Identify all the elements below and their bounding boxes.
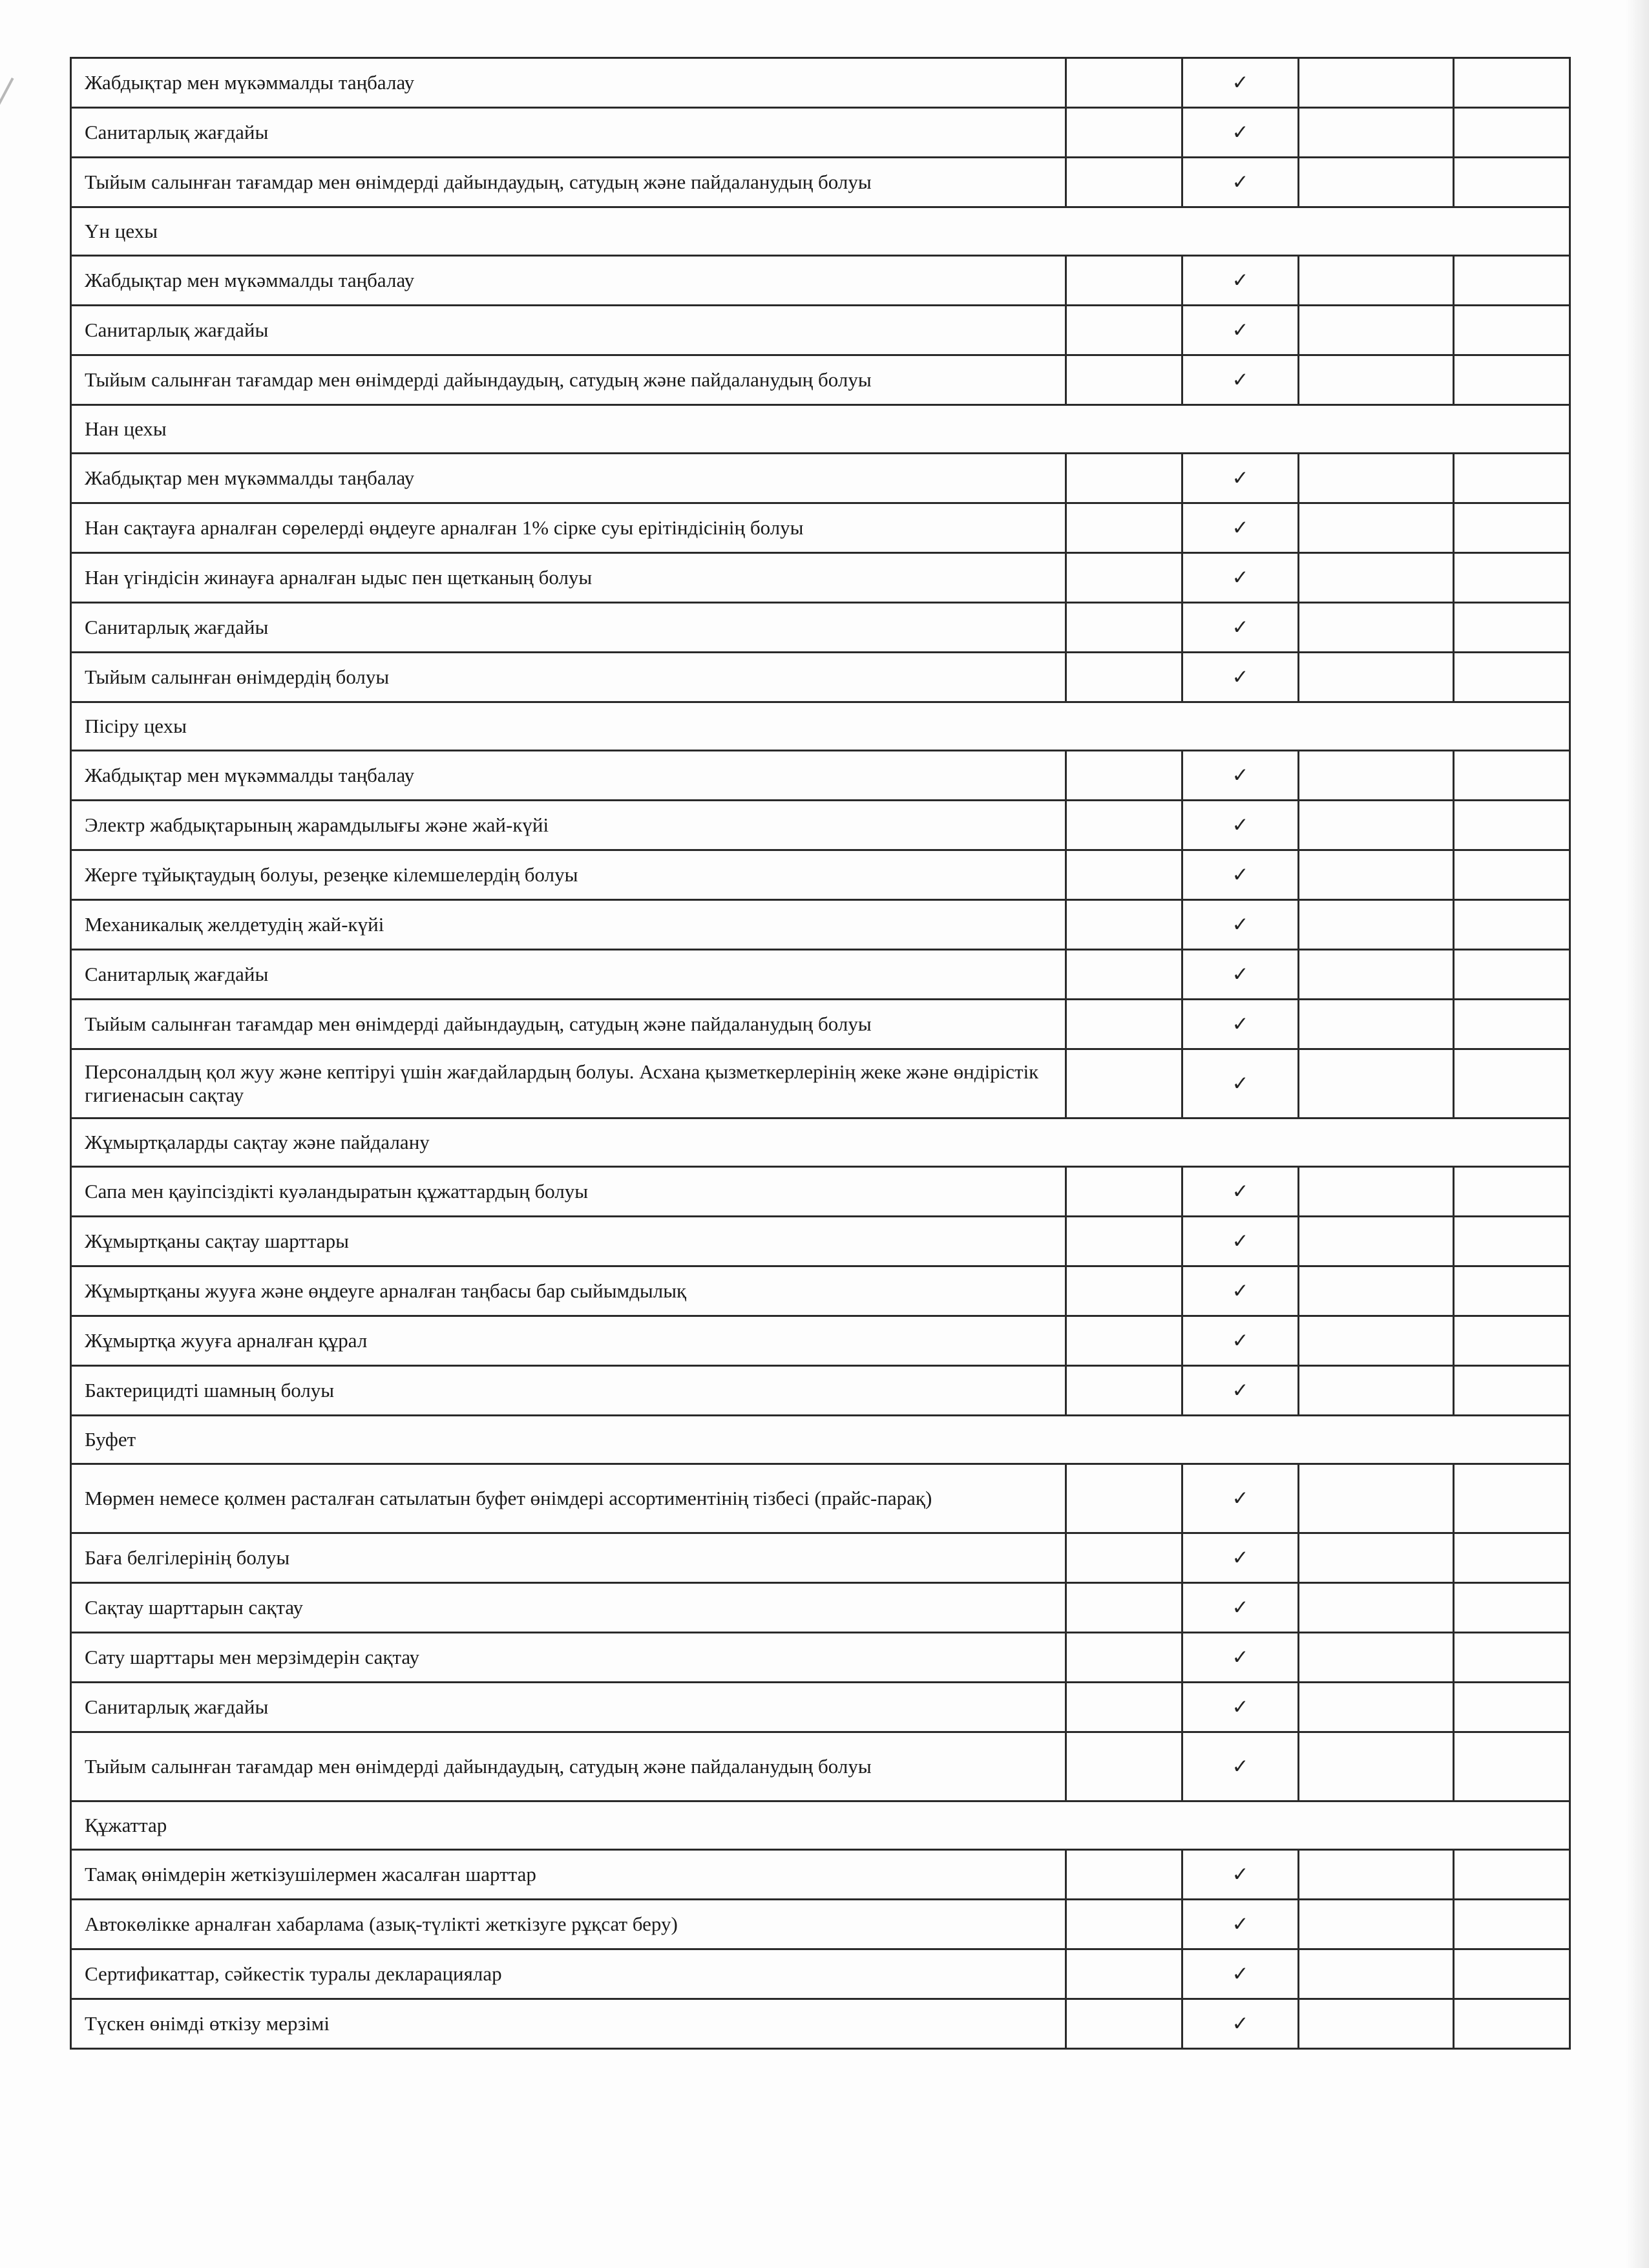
scan-edge-shadow	[1626, 0, 1649, 2268]
checkmark-icon: ✓	[1232, 666, 1249, 689]
column-cell-empty	[1066, 1049, 1182, 1118]
checkmark-cell	[1182, 1217, 1299, 1266]
checklist-item-row	[71, 1000, 1570, 1049]
checklist-item-row	[71, 850, 1570, 900]
checklist-item-row	[71, 653, 1570, 702]
requirement-text: Нан сақтауға арналған сөрелерді өңдеуге арналған 1% сірке суы ерітіндісінің болуы	[71, 503, 1066, 553]
requirement-text: Механикалық желдетудің жай-күйі	[71, 900, 1066, 950]
requirement-text: Жабдықтар мен мүкәммалды таңбалау	[71, 454, 1066, 503]
column-cell-empty	[1066, 108, 1182, 158]
column-cell-empty	[1299, 653, 1454, 702]
column-cell-empty	[1299, 1217, 1454, 1266]
column-cell-empty	[1454, 801, 1570, 850]
checklist-item-row	[71, 454, 1570, 503]
column-cell-empty	[1066, 1366, 1182, 1416]
checkmark-icon: ✓	[1232, 1230, 1249, 1253]
checkmark-icon: ✓	[1232, 616, 1249, 639]
checklist-item-row	[71, 1900, 1570, 1949]
checkmark-icon: ✓	[1232, 1863, 1249, 1886]
checklist-item-row	[71, 306, 1570, 355]
checklist-item-row	[71, 751, 1570, 801]
column-cell-empty	[1299, 58, 1454, 108]
section-header-row	[71, 1118, 1570, 1167]
checklist-body	[71, 58, 1570, 2049]
checkmark-icon: ✓	[1232, 1013, 1249, 1036]
column-cell-empty	[1066, 801, 1182, 850]
checkmark-icon: ✓	[1232, 467, 1249, 490]
column-cell-empty	[1454, 1850, 1570, 1900]
column-cell-empty	[1066, 1167, 1182, 1217]
column-cell-empty	[1299, 553, 1454, 603]
column-cell-empty	[1454, 653, 1570, 702]
checkmark-cell	[1182, 1464, 1299, 1533]
column-cell-empty	[1299, 1464, 1454, 1533]
checklist-item-row	[71, 1167, 1570, 1217]
checkmark-icon: ✓	[1232, 269, 1249, 292]
checklist-item-row	[71, 1732, 1570, 1801]
column-cell-empty	[1066, 900, 1182, 950]
checkmark-cell	[1182, 751, 1299, 801]
inspection-checklist-table	[70, 57, 1571, 2050]
column-cell-empty	[1454, 1732, 1570, 1801]
checkmark-icon: ✓	[1232, 319, 1249, 342]
checkmark-cell	[1182, 603, 1299, 653]
checkmark-icon: ✓	[1232, 1379, 1249, 1402]
column-cell-empty	[1299, 850, 1454, 900]
checklist-item-row	[71, 801, 1570, 850]
column-cell-empty	[1299, 603, 1454, 653]
column-cell-empty	[1299, 1316, 1454, 1366]
checkmark-cell	[1182, 950, 1299, 1000]
column-cell-empty	[1299, 1000, 1454, 1049]
section-title: Жұмыртқаларды сақтау және пайдалану	[71, 1118, 1570, 1167]
checkmark-cell	[1182, 1049, 1299, 1118]
checkmark-icon: ✓	[1232, 1596, 1249, 1619]
column-cell-empty	[1454, 1000, 1570, 1049]
checkmark-icon: ✓	[1232, 1180, 1249, 1203]
checkmark-cell	[1182, 653, 1299, 702]
requirement-text: Сапа мен қауіпсіздікті куәландыратын құжаттардың болуы	[71, 1167, 1066, 1217]
checkmark-cell	[1182, 1167, 1299, 1217]
column-cell-empty	[1066, 1850, 1182, 1900]
column-cell-empty	[1454, 1999, 1570, 2049]
requirement-text: Жұмыртқаны сақтау шарттары	[71, 1217, 1066, 1266]
checkmark-cell	[1182, 454, 1299, 503]
requirement-text: Сертификаттар, сәйкестік туралы декларациялар	[71, 1949, 1066, 1999]
column-cell-empty	[1454, 1217, 1570, 1266]
requirement-text: Тыйым салынған тағамдар мен өнімдерді дайындаудың, сатудың және пайдаланудың болуы	[71, 355, 1066, 405]
column-cell-empty	[1299, 1049, 1454, 1118]
checkmark-cell	[1182, 1583, 1299, 1633]
requirement-text: Жерге тұйықтаудың болуы, резеңке кілемшелердің болуы	[71, 850, 1066, 900]
section-title: Пісіру цехы	[71, 702, 1570, 751]
checklist-item-row	[71, 1266, 1570, 1316]
column-cell-empty	[1299, 306, 1454, 355]
checklist-item-row	[71, 108, 1570, 158]
checkmark-icon: ✓	[1232, 963, 1249, 986]
checkmark-icon: ✓	[1232, 121, 1249, 144]
column-cell-empty	[1066, 1464, 1182, 1533]
column-cell-empty	[1454, 1167, 1570, 1217]
column-cell-empty	[1454, 1464, 1570, 1533]
checkmark-cell	[1182, 1732, 1299, 1801]
section-title: Нан цехы	[71, 405, 1570, 454]
checklist-item-row	[71, 950, 1570, 1000]
checkmark-icon: ✓	[1232, 1913, 1249, 1936]
column-cell-empty	[1454, 1633, 1570, 1683]
scan-fold-mark	[0, 78, 14, 176]
checkmark-cell	[1182, 801, 1299, 850]
requirement-text: Санитарлық жағдайы	[71, 950, 1066, 1000]
section-header-row	[71, 207, 1570, 256]
checkmark-cell	[1182, 1900, 1299, 1949]
column-cell-empty	[1299, 1167, 1454, 1217]
column-cell-empty	[1454, 355, 1570, 405]
column-cell-empty	[1454, 1683, 1570, 1732]
requirement-text: Электр жабдықтарының жарамдылығы және жай-күйі	[71, 801, 1066, 850]
column-cell-empty	[1066, 603, 1182, 653]
column-cell-empty	[1299, 900, 1454, 950]
column-cell-empty	[1066, 306, 1182, 355]
section-header-row	[71, 702, 1570, 751]
checkmark-cell	[1182, 108, 1299, 158]
checklist-item-row	[71, 1533, 1570, 1583]
checkmark-cell	[1182, 1266, 1299, 1316]
requirement-text: Баға белгілерінің болуы	[71, 1533, 1066, 1583]
column-cell-empty	[1299, 158, 1454, 207]
section-header-row	[71, 1801, 1570, 1850]
column-cell-empty	[1066, 1732, 1182, 1801]
section-header-row	[71, 1416, 1570, 1464]
column-cell-empty	[1066, 553, 1182, 603]
column-cell-empty	[1066, 355, 1182, 405]
checklist-item-row	[71, 256, 1570, 306]
checkmark-icon: ✓	[1232, 516, 1249, 540]
checkmark-cell	[1182, 900, 1299, 950]
column-cell-empty	[1066, 653, 1182, 702]
requirement-text: Автокөлікке арналған хабарлама (азық-түлікті жеткізуге рұқсат беру)	[71, 1900, 1066, 1949]
checkmark-cell	[1182, 1999, 1299, 2049]
checklist-item-row	[71, 1583, 1570, 1633]
requirement-text: Санитарлық жағдайы	[71, 1683, 1066, 1732]
checkmark-icon: ✓	[1232, 1487, 1249, 1510]
column-cell-empty	[1066, 1633, 1182, 1683]
requirement-text: Жабдықтар мен мүкәммалды таңбалау	[71, 58, 1066, 108]
checklist-item-row	[71, 900, 1570, 950]
section-title: Буфет	[71, 1416, 1570, 1464]
checkmark-cell	[1182, 1850, 1299, 1900]
requirement-text: Тыйым салынған өнімдердің болуы	[71, 653, 1066, 702]
column-cell-empty	[1299, 256, 1454, 306]
checkmark-icon: ✓	[1232, 1755, 1249, 1778]
column-cell-empty	[1454, 256, 1570, 306]
column-cell-empty	[1066, 1217, 1182, 1266]
requirement-text: Жабдықтар мен мүкәммалды таңбалау	[71, 256, 1066, 306]
column-cell-empty	[1454, 1949, 1570, 1999]
column-cell-empty	[1299, 1900, 1454, 1949]
checklist-item-row	[71, 1049, 1570, 1118]
column-cell-empty	[1299, 1850, 1454, 1900]
requirement-text: Мөрмен немесе қолмен расталған сатылатын буфет өнімдері ассортиментінің тізбесі (прайс-парақ)	[71, 1464, 1066, 1533]
checkmark-cell	[1182, 1633, 1299, 1683]
column-cell-empty	[1066, 1316, 1182, 1366]
column-cell-empty	[1066, 256, 1182, 306]
column-cell-empty	[1066, 950, 1182, 1000]
checkmark-icon: ✓	[1232, 814, 1249, 837]
checkmark-cell	[1182, 1000, 1299, 1049]
column-cell-empty	[1299, 1583, 1454, 1633]
requirement-text: Тамақ өнімдерін жеткізушілермен жасалған шарттар	[71, 1850, 1066, 1900]
column-cell-empty	[1066, 1900, 1182, 1949]
requirement-text: Жабдықтар мен мүкәммалды таңбалау	[71, 751, 1066, 801]
column-cell-empty	[1066, 58, 1182, 108]
checklist-item-row	[71, 603, 1570, 653]
checkmark-icon: ✓	[1232, 171, 1249, 194]
checkmark-cell	[1182, 503, 1299, 553]
checkmark-cell	[1182, 1683, 1299, 1732]
checklist-item-row	[71, 503, 1570, 553]
checklist-item-row	[71, 355, 1570, 405]
checklist-item-row	[71, 1217, 1570, 1266]
checkmark-cell	[1182, 355, 1299, 405]
column-cell-empty	[1299, 801, 1454, 850]
checkmark-icon: ✓	[1232, 913, 1249, 936]
checkmark-cell	[1182, 1316, 1299, 1366]
checkmark-icon: ✓	[1232, 71, 1249, 94]
checkmark-cell	[1182, 1533, 1299, 1583]
column-cell-empty	[1454, 1316, 1570, 1366]
column-cell-empty	[1454, 603, 1570, 653]
section-title: Үн цехы	[71, 207, 1570, 256]
column-cell-empty	[1066, 503, 1182, 553]
column-cell-empty	[1066, 751, 1182, 801]
column-cell-empty	[1066, 1949, 1182, 1999]
column-cell-empty	[1454, 1533, 1570, 1583]
checkmark-cell	[1182, 158, 1299, 207]
column-cell-empty	[1299, 950, 1454, 1000]
column-cell-empty	[1299, 1633, 1454, 1683]
column-cell-empty	[1454, 108, 1570, 158]
checklist-item-row	[71, 1633, 1570, 1683]
requirement-text: Санитарлық жағдайы	[71, 603, 1066, 653]
checkmark-icon: ✓	[1232, 863, 1249, 887]
column-cell-empty	[1454, 950, 1570, 1000]
column-cell-empty	[1454, 158, 1570, 207]
checkmark-icon: ✓	[1232, 368, 1249, 392]
checkmark-icon: ✓	[1232, 1279, 1249, 1303]
column-cell-empty	[1454, 900, 1570, 950]
checkmark-icon: ✓	[1232, 1329, 1249, 1352]
section-title: Құжаттар	[71, 1801, 1570, 1850]
column-cell-empty	[1454, 1266, 1570, 1316]
column-cell-empty	[1066, 1999, 1182, 2049]
requirement-text: Түскен өнімді өткізу мерзімі	[71, 1999, 1066, 2049]
checkmark-cell	[1182, 1366, 1299, 1416]
column-cell-empty	[1454, 1366, 1570, 1416]
column-cell-empty	[1066, 1683, 1182, 1732]
checklist-item-row	[71, 1850, 1570, 1900]
column-cell-empty	[1299, 1732, 1454, 1801]
requirement-text: Тыйым салынған тағамдар мен өнімдерді дайындаудың, сатудың және пайдаланудың болуы	[71, 1000, 1066, 1049]
column-cell-empty	[1454, 306, 1570, 355]
requirement-text: Жұмыртқаны жууға және өңдеуге арналған таңбасы бар сыйымдылық	[71, 1266, 1066, 1316]
checklist-item-row	[71, 58, 1570, 108]
column-cell-empty	[1299, 503, 1454, 553]
column-cell-empty	[1299, 454, 1454, 503]
column-cell-empty	[1454, 751, 1570, 801]
checkmark-cell	[1182, 850, 1299, 900]
column-cell-empty	[1066, 1000, 1182, 1049]
requirement-text: Санитарлық жағдайы	[71, 108, 1066, 158]
column-cell-empty	[1454, 850, 1570, 900]
column-cell-empty	[1066, 158, 1182, 207]
checklist-item-row	[71, 158, 1570, 207]
column-cell-empty	[1299, 1949, 1454, 1999]
column-cell-empty	[1299, 1266, 1454, 1316]
column-cell-empty	[1299, 108, 1454, 158]
checklist-item-row	[71, 1999, 1570, 2049]
checklist-item-row	[71, 553, 1570, 603]
checkmark-cell	[1182, 306, 1299, 355]
checkmark-cell	[1182, 58, 1299, 108]
column-cell-empty	[1299, 1366, 1454, 1416]
checkmark-icon: ✓	[1232, 764, 1249, 787]
column-cell-empty	[1066, 1583, 1182, 1633]
column-cell-empty	[1454, 1900, 1570, 1949]
requirement-text: Персоналдың қол жуу және кептіруі үшін жағдайлардың болуы. Асхана қызметкерлерінің жеке және өндірістік гигиенасын сақтау	[71, 1049, 1066, 1118]
column-cell-empty	[1299, 1999, 1454, 2049]
requirement-text: Жұмыртқа жууға арналған құрал	[71, 1316, 1066, 1366]
column-cell-empty	[1454, 58, 1570, 108]
section-header-row	[71, 405, 1570, 454]
checklist-item-row	[71, 1316, 1570, 1366]
checkmark-icon: ✓	[1232, 1962, 1249, 1986]
checklist-item-row	[71, 1949, 1570, 1999]
checklist-item-row	[71, 1464, 1570, 1533]
column-cell-empty	[1066, 454, 1182, 503]
checkmark-icon: ✓	[1232, 2012, 1249, 2035]
column-cell-empty	[1454, 454, 1570, 503]
column-cell-empty	[1299, 1683, 1454, 1732]
requirement-text: Тыйым салынған тағамдар мен өнімдерді дайындаудың, сатудың және пайдаланудың болуы	[71, 1732, 1066, 1801]
column-cell-empty	[1299, 1533, 1454, 1583]
requirement-text: Санитарлық жағдайы	[71, 306, 1066, 355]
checkmark-cell	[1182, 256, 1299, 306]
checkmark-icon: ✓	[1232, 1646, 1249, 1669]
requirement-text: Сақтау шарттарын сақтау	[71, 1583, 1066, 1633]
column-cell-empty	[1066, 1266, 1182, 1316]
requirement-text: Нан үгіндісін жинауға арналған ыдыс пен щетканың болуы	[71, 553, 1066, 603]
requirement-text: Бактерицидті шамның болуы	[71, 1366, 1066, 1416]
column-cell-empty	[1299, 355, 1454, 405]
requirement-text: Сату шарттары мен мерзімдерін сақтау	[71, 1633, 1066, 1683]
column-cell-empty	[1454, 1583, 1570, 1633]
column-cell-empty	[1454, 1049, 1570, 1118]
column-cell-empty	[1299, 751, 1454, 801]
checkmark-icon: ✓	[1232, 1072, 1249, 1095]
checkmark-icon: ✓	[1232, 1696, 1249, 1719]
checkmark-cell	[1182, 1949, 1299, 1999]
checklist-item-row	[71, 1366, 1570, 1416]
requirement-text: Тыйым салынған тағамдар мен өнімдерді дайындаудың, сатудың және пайдаланудың болуы	[71, 158, 1066, 207]
column-cell-empty	[1454, 553, 1570, 603]
column-cell-empty	[1066, 1533, 1182, 1583]
checklist-item-row	[71, 1683, 1570, 1732]
column-cell-empty	[1454, 503, 1570, 553]
column-cell-empty	[1066, 850, 1182, 900]
checkmark-icon: ✓	[1232, 1546, 1249, 1570]
checkmark-cell	[1182, 553, 1299, 603]
checkmark-icon: ✓	[1232, 566, 1249, 589]
